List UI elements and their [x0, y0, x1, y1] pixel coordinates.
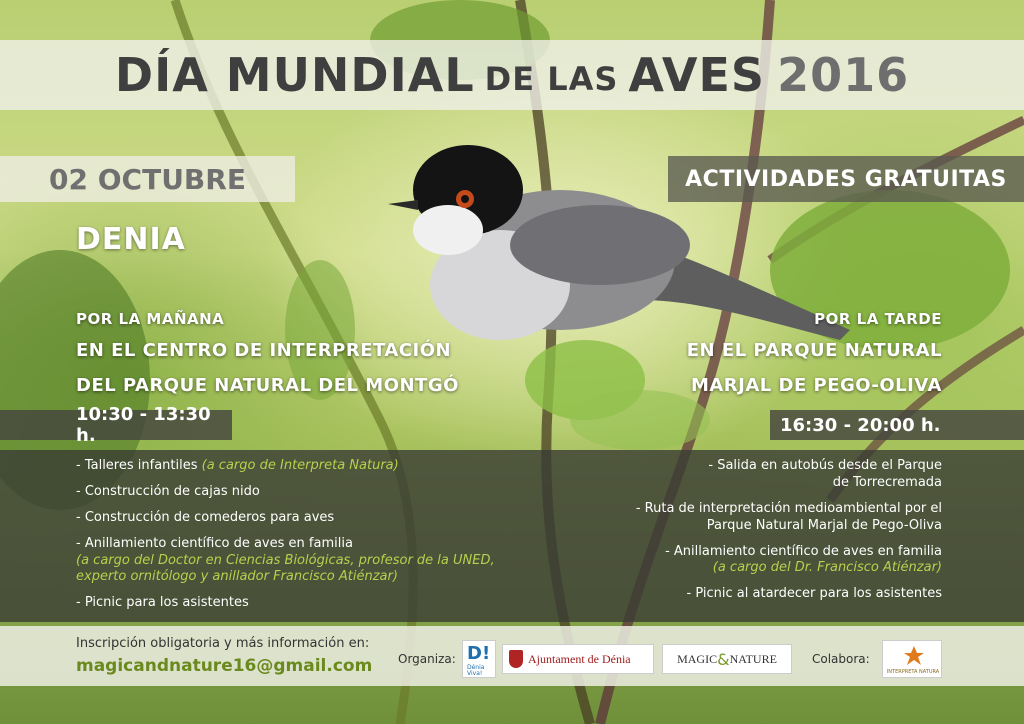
event-city: DENIA: [76, 222, 186, 257]
leaf-icon: [903, 645, 925, 667]
list-item: - Salida en autobús desde el Parque de Torrecremada: [708, 458, 942, 490]
afternoon-venue-line1: EN EL PARQUE NATURAL: [686, 340, 942, 361]
activity-note: (a cargo del Dr. Francisco Atiénzar): [712, 560, 942, 576]
magic-nature-logo: MAGIC & NATURE: [662, 644, 792, 674]
title-connector: DE LAS: [484, 60, 619, 98]
ajuntament-denia-logo: Ajuntament de Dénia: [502, 644, 654, 674]
afternoon-period: POR LA TARDE: [814, 310, 942, 328]
registration-text: Inscripción obligatoria y más información en:: [76, 636, 370, 651]
morning-activities: [76, 458, 496, 621]
title-main: DÍA MUNDIAL: [114, 48, 475, 102]
list-item: - Construcción de comederos para aves: [76, 509, 335, 525]
list-item: - Anillamiento científico de aves en familia (a cargo del Doctor en Ciencias Biológicas, profesor de la UNED, experto ornitólogo y anillador Francisco Atiénzar): [76, 535, 495, 585]
list-item: - Construcción de cajas nido: [76, 483, 260, 499]
event-date: 02 OCTUBRE: [0, 156, 295, 202]
list-item: - Talleres infantiles (a cargo de Interpreta Natura): [76, 458, 399, 473]
afternoon-activities: [622, 458, 942, 612]
colabora-label: Colabora:: [812, 652, 870, 666]
activity-note: (a cargo del Doctor en Ciencias Biológicas, profesor de la UNED, experto ornitólogo y anillador Francisco Atiénzar): [76, 552, 495, 585]
denia-viva-logo: D! Dénia Viva!: [462, 640, 496, 678]
afternoon-venue-line2: MARJAL DE PEGO-OLIVA: [690, 375, 942, 396]
morning-venue-line1: EN EL CENTRO DE INTERPRETACIÓN: [76, 340, 452, 361]
morning-time: 10:30 - 13:30 h.: [0, 410, 232, 440]
morning-venue-line2: DEL PARQUE NATURAL DEL MONTGÓ: [76, 375, 459, 396]
interpreta-natura-logo: INTERPRETA NATURA: [882, 640, 942, 678]
organiza-label: Organiza:: [398, 652, 456, 666]
activity-note: (a cargo de Interpreta Natura): [201, 458, 399, 473]
title-aves: AVES: [628, 48, 766, 102]
afternoon-venue: [687, 310, 942, 410]
morning-period: POR LA MAÑANA: [76, 310, 225, 328]
afternoon-time: 16:30 - 20:00 h.: [770, 410, 1024, 440]
free-activities-label: ACTIVIDADES GRATUITAS: [668, 156, 1024, 202]
title-year: 2016: [777, 48, 910, 102]
morning-venue: [76, 310, 459, 410]
list-item: - Picnic al atardecer para los asistentes: [686, 586, 942, 602]
coat-of-arms-icon: [509, 650, 523, 668]
title-band: [0, 40, 1024, 110]
list-item: - Anillamiento científico de aves en familia (a cargo del Dr. Francisco Atiénzar): [665, 543, 942, 576]
list-item: - Ruta de interpretación medioambiental por el Parque Natural Marjal de Pego-Oliva: [635, 500, 942, 533]
list-item: - Picnic para los asistentes: [76, 595, 249, 611]
contact-email[interactable]: magicandnature16@gmail.com: [76, 656, 373, 676]
